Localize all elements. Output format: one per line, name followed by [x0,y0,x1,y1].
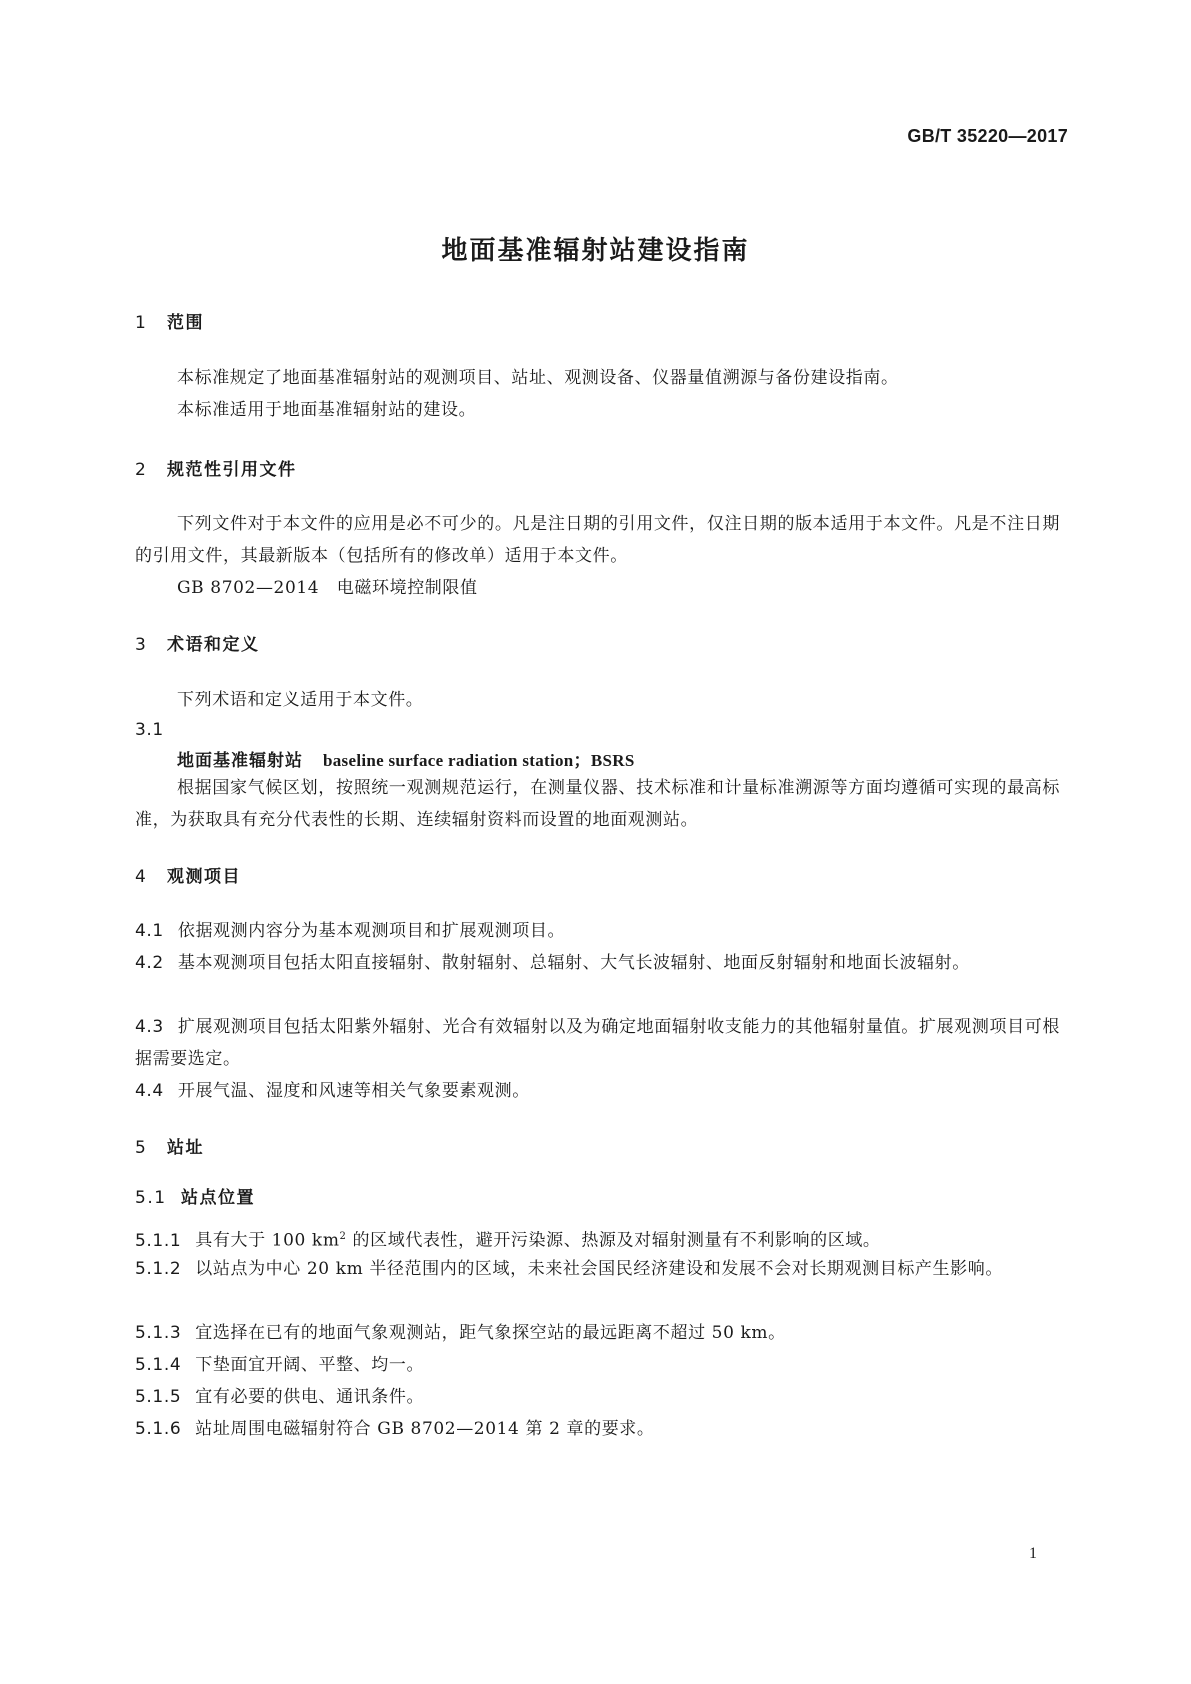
section-number: 2 [135,460,148,480]
section-1-heading [135,308,204,333]
clause-text: 以站点为中心 20 km 半径范围内的区域，未来社会国民经济建设和发展不会对长期观测目标产生影响。 [195,1259,1003,1279]
clause-text: 基本观测项目包括太阳直接辐射、散射辐射、总辐射、大气长波辐射、地面反射辐射和地面长波辐射。 [177,953,970,973]
clause-text: 宜有必要的供电、通讯条件。 [195,1387,425,1407]
superscript: 2 [339,1231,347,1242]
clause-text: 宜选择在已有的地面气象观测站，距气象探空站的最远距离不超过 50 km。 [195,1323,786,1343]
clause-4-2 [135,947,1060,979]
term-english: baseline surface radiation station；BSRS [323,751,635,770]
clause-number: 4.2 [135,953,164,973]
section-3-heading [135,630,260,655]
clause-5-1-3 [135,1317,1060,1349]
clause-text: 开展气温、湿度和风速等相关气象要素观测。 [177,1081,530,1101]
clause-number: 4.4 [135,1081,164,1101]
clause-5-1-5 [135,1381,1060,1413]
clause-5-1-4 [135,1349,1060,1381]
section-number: 3 [135,635,148,655]
term-number: 3.1 [135,720,164,740]
section-2-heading [135,455,297,480]
clause-5-1-1 [135,1221,1060,1257]
clause-text: 扩展观测项目包括太阳紫外辐射、光合有效辐射以及为确定地面辐射收支能力的其他辐射量值。扩展观测项目可根据需要选定。 [135,1017,1060,1069]
clause-5-1-2 [135,1253,1060,1285]
clause-4-4 [135,1075,1060,1107]
paragraph: 下列文件对于本文件的应用是必不可少的。凡是注日期的引用文件，仅注日期的版本适用于本文件。凡是不注日期的引用文件，其最新版本（包括所有的修改单）适用于本文件。 [135,514,1060,566]
clause-text-post: 的区域代表性，避开污染源、热源及对辐射测量有不利影响的区域。 [346,1230,881,1251]
section-title: 站址 [167,1138,204,1158]
section-number: 1 [135,313,148,333]
document-title: 地面基准辐射站建设指南 [441,236,750,266]
clause-4-3 [135,1011,1060,1075]
clause-number: 5.1.3 [135,1323,182,1343]
clause-text: 站址周围电磁辐射符合 GB 8702—2014 第 2 章的要求。 [195,1419,655,1439]
paragraph: 下列术语和定义适用于本文件。 [177,690,424,710]
paragraph: 本标准适用于地面基准辐射站的建设。 [177,400,477,420]
page-number: 1 [1029,1545,1037,1562]
clause-text-pre: 具有大于 100 km [195,1230,340,1251]
standard-code: GB/T 35220—2017 [907,126,1068,146]
section-number: 5 [135,1138,148,1158]
clause-text: 下垫面宜开阔、平整、均一。 [195,1355,425,1375]
clause-number: 5.1.5 [135,1387,182,1407]
clause-number: 4.3 [135,1017,164,1037]
term-definition: 根据国家气候区划，按照统一观测规范运行，在测量仪器、技术标准和计量标准溯源等方面均遵循可实现的最高标准，为获取具有充分代表性的长期、连续辐射资料而设置的地面观测站。 [135,778,1060,830]
paragraph: 本标准规定了地面基准辐射站的观测项目、站址、观测设备、仪器量值溯源与备份建设指南。 [177,368,899,388]
section-title: 范围 [167,313,204,333]
clause-number: 5.1.4 [135,1355,182,1375]
subsection-number: 5.1 [135,1188,167,1208]
clause-text: 依据观测内容分为基本观测项目和扩展观测项目。 [177,921,566,941]
normative-reference: GB 8702—2014 电磁环境控制限值 [177,578,478,598]
clause-5-1-6 [135,1413,1060,1445]
clause-number: 4.1 [135,921,164,941]
term-chinese: 地面基准辐射站 [177,751,303,771]
term-entry [177,746,635,771]
subsection-5-1-heading [135,1183,255,1208]
subsection-title: 站点位置 [181,1188,255,1208]
section-5-heading [135,1133,204,1158]
clause-number: 5.1.2 [135,1259,182,1279]
section-number: 4 [135,867,148,887]
clause-number: 5.1.1 [135,1230,182,1251]
section-4-heading [135,862,241,887]
section-title: 观测项目 [167,867,241,887]
clause-number: 5.1.6 [135,1419,182,1439]
section-title: 术语和定义 [167,635,260,655]
clause-4-1 [135,915,1060,947]
section-title: 规范性引用文件 [167,460,297,480]
